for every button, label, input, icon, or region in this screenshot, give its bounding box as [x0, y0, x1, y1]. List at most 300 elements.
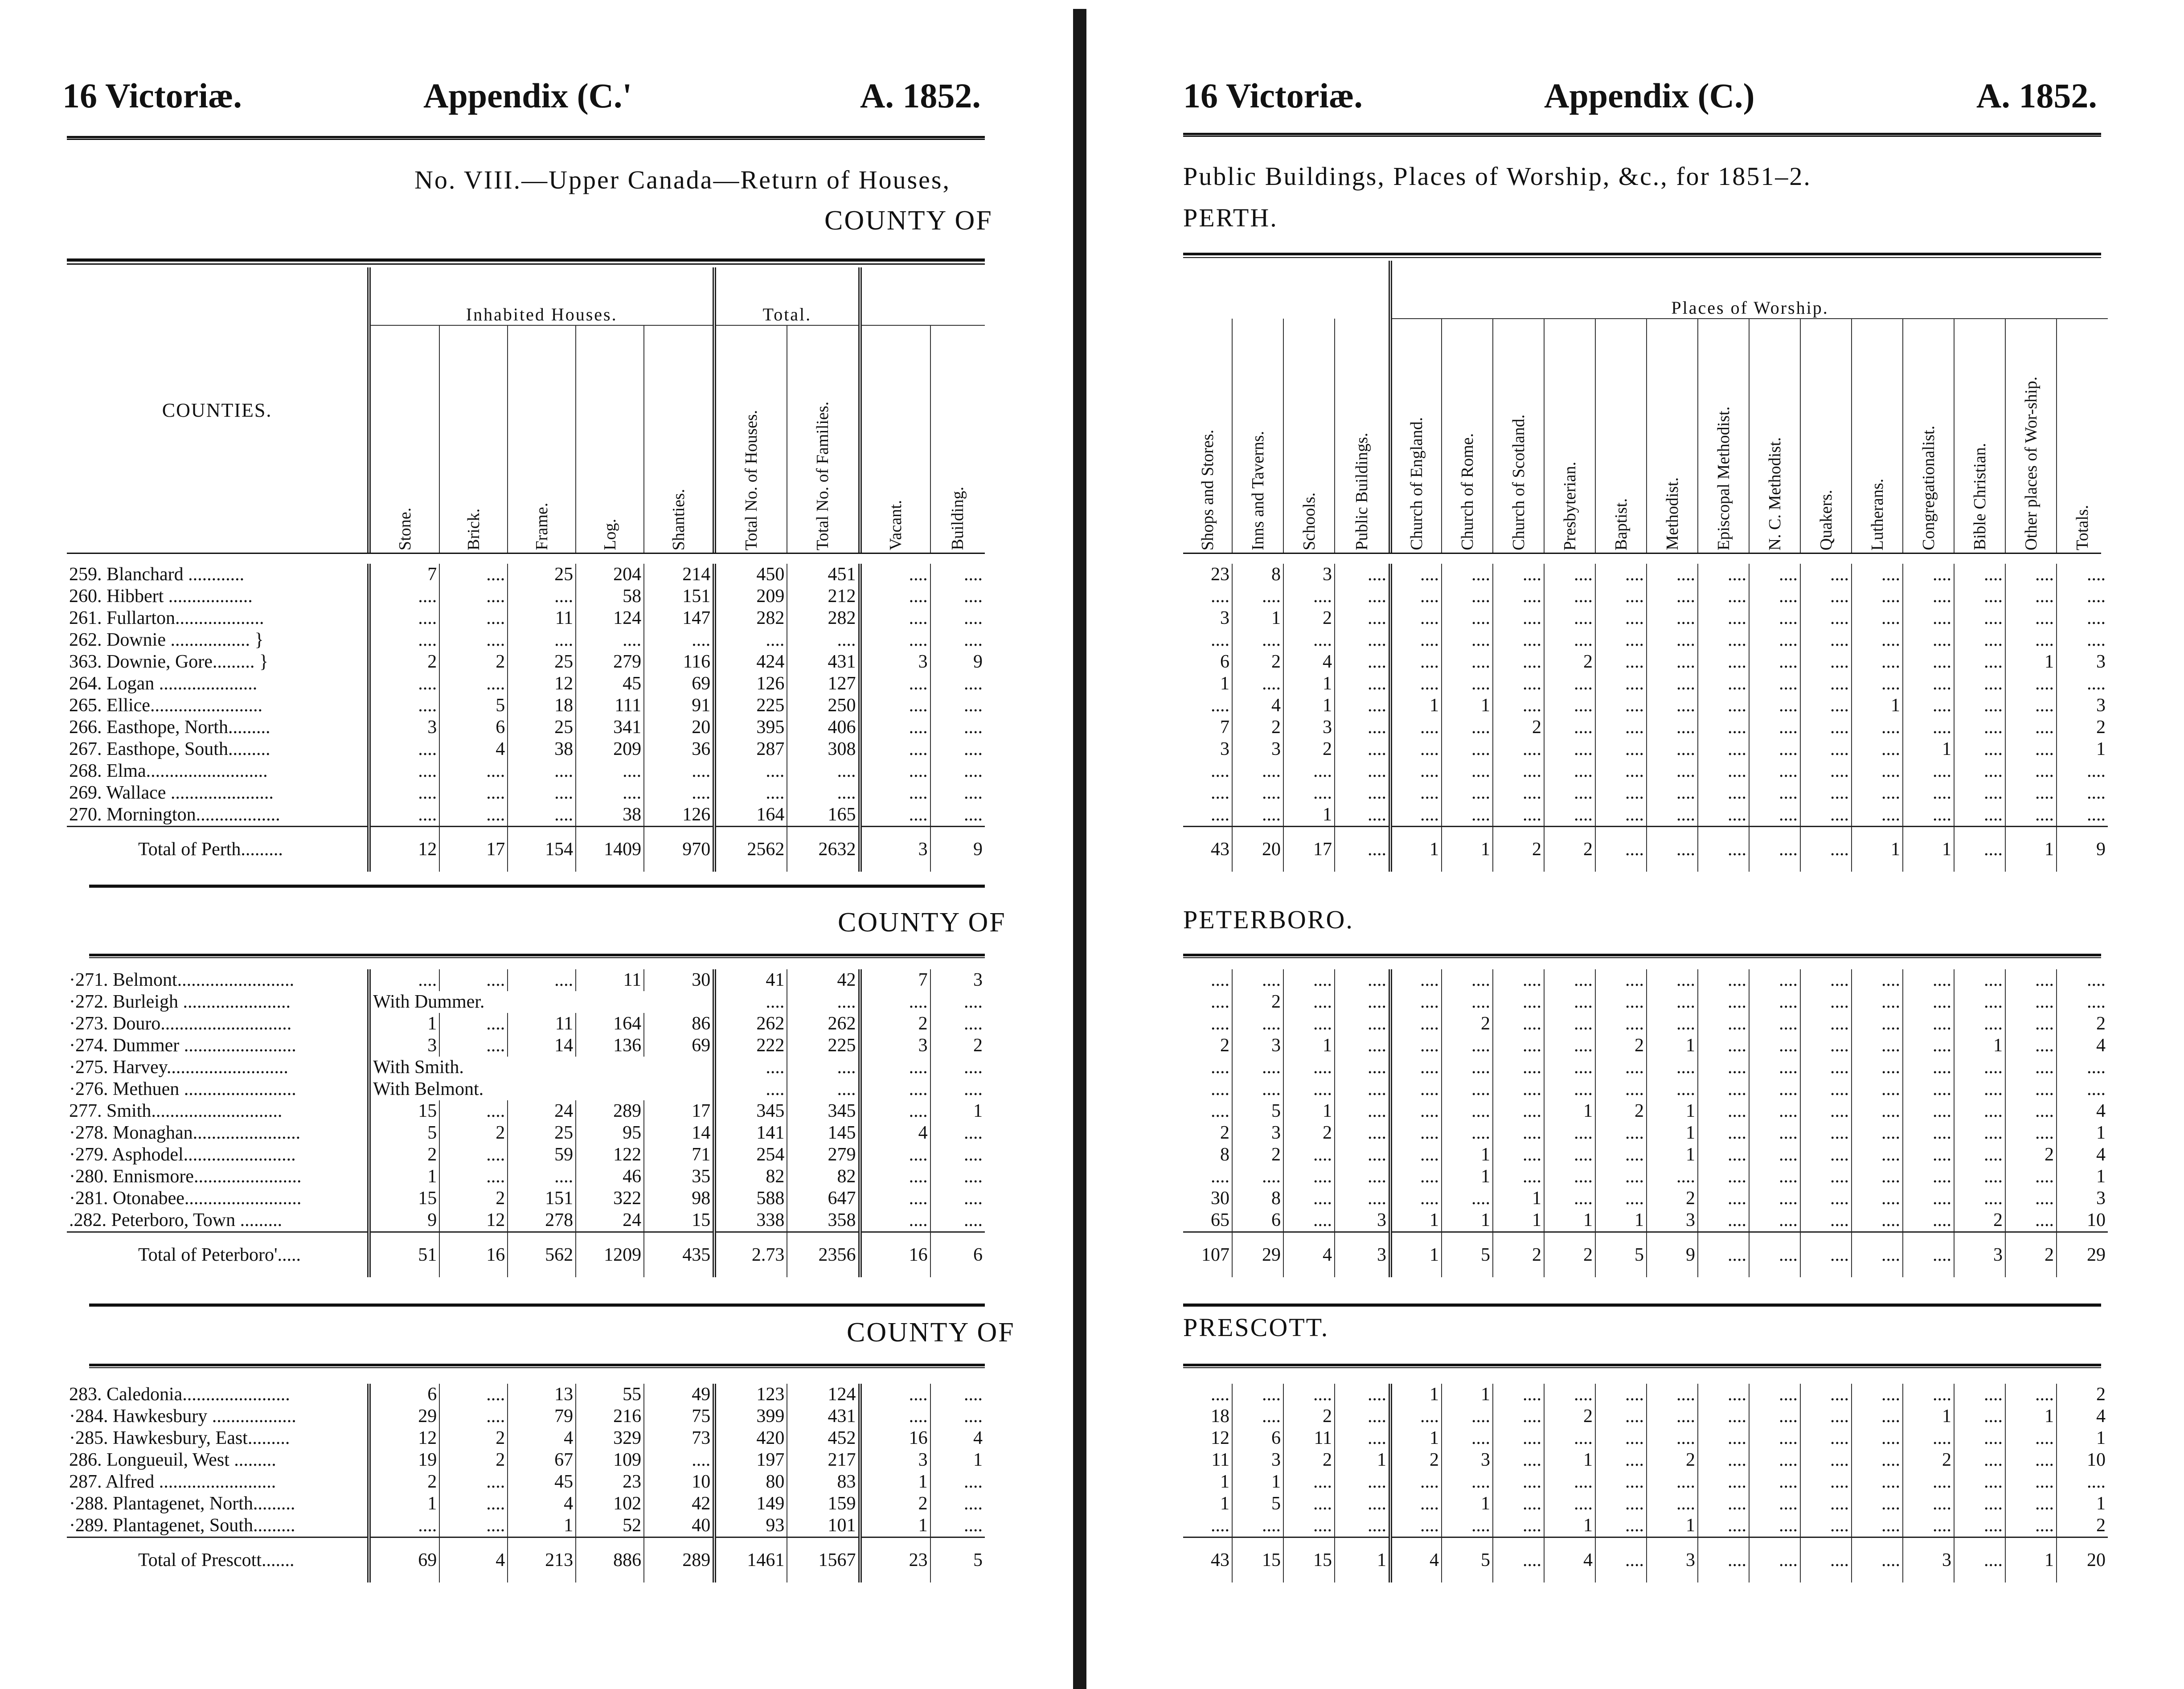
- cell: ....: [1749, 1122, 1800, 1144]
- cell: ....: [1852, 804, 1903, 827]
- cell: ....: [1698, 1057, 1749, 1078]
- col-header: Presbyterian.: [1544, 319, 1595, 553]
- row-label: ·289. Plantagenet, South.........: [69, 1515, 295, 1536]
- cell: ....: [2005, 991, 2057, 1013]
- cell: 122: [576, 1144, 644, 1166]
- cell: 287: [714, 738, 787, 760]
- cell: ....: [860, 586, 930, 607]
- cell: ....: [1954, 695, 2005, 717]
- cell: ....: [644, 629, 714, 651]
- cell: 1: [1544, 1449, 1595, 1471]
- right-table-top-rule: [1183, 253, 2101, 258]
- cell: ....: [860, 991, 930, 1013]
- cell: ....: [1232, 782, 1283, 804]
- cell: 1: [1390, 827, 1442, 872]
- col-stone: Stone.: [369, 325, 439, 553]
- cell: ....: [1852, 1515, 1903, 1537]
- cell: ....: [1283, 1078, 1335, 1100]
- cell: ....: [1595, 1384, 1647, 1406]
- cell: ....: [930, 1144, 985, 1166]
- cell: ....: [1493, 1057, 1544, 1078]
- cell: 2: [1544, 1406, 1595, 1427]
- cell: ....: [2005, 1035, 2057, 1057]
- vacant-building-group: [860, 267, 985, 325]
- cell: ....: [1698, 1384, 1749, 1406]
- cell: 11: [1283, 1427, 1335, 1449]
- cell: ....: [1390, 1100, 1442, 1122]
- cell: ....: [1232, 804, 1283, 827]
- cell: ....: [714, 782, 787, 804]
- cell: ....: [1493, 1100, 1544, 1122]
- cell: ....: [439, 1515, 508, 1537]
- table-row: [67, 804, 985, 827]
- peterboro-houses-table: [67, 969, 985, 1277]
- table-row: [1183, 1122, 2108, 1144]
- right-section-rule-4: [1183, 1364, 2101, 1368]
- cell: ....: [439, 760, 508, 782]
- cell: ....: [1954, 1449, 2005, 1471]
- cell: ....: [1595, 695, 1647, 717]
- cell: 43: [1183, 827, 1232, 872]
- row-label: ·288. Plantagenet, North.........: [69, 1493, 295, 1514]
- cell: 2: [369, 651, 439, 673]
- cell: ....: [369, 760, 439, 782]
- cell: ....: [1232, 1057, 1283, 1078]
- cell: ....: [1852, 1144, 1903, 1166]
- cell: ....: [930, 1188, 985, 1209]
- table-row: [67, 969, 985, 991]
- cell: 1: [1335, 1537, 1390, 1583]
- cell: ....: [1698, 717, 1749, 738]
- left-column-header: [67, 267, 985, 553]
- cell: ....: [1647, 969, 1698, 991]
- cell: 1: [860, 1471, 930, 1493]
- left-subtitle: No. VIII.—Upper Canada—Return of Houses,: [414, 165, 951, 194]
- cell: 254: [714, 1144, 787, 1166]
- cell: 886: [576, 1537, 644, 1583]
- cell: ....: [1647, 1384, 1698, 1406]
- cell: ....: [508, 1166, 576, 1188]
- cell: 2: [1544, 651, 1595, 673]
- cell: 10: [2057, 1449, 2108, 1471]
- col-header: Baptist.: [1595, 319, 1647, 553]
- cell: ....: [1698, 651, 1749, 673]
- cell: ....: [1335, 1013, 1390, 1035]
- col-header: Church of Rome.: [1442, 319, 1493, 553]
- cell: ....: [1442, 651, 1493, 673]
- cell: ....: [1749, 1166, 1800, 1188]
- cell: ....: [1749, 782, 1800, 804]
- cell: ....: [1698, 1035, 1749, 1057]
- cell: ....: [1903, 629, 1954, 651]
- cell: 91: [644, 695, 714, 717]
- cell: ....: [860, 1057, 930, 1078]
- cell: 16: [860, 1232, 930, 1278]
- cell: 116: [644, 651, 714, 673]
- cell: 19: [369, 1449, 439, 1471]
- cell: ....: [1749, 991, 1800, 1013]
- cell: ....: [1442, 586, 1493, 607]
- cell: ....: [1954, 1166, 2005, 1188]
- cell: 322: [576, 1188, 644, 1209]
- cell: ....: [1903, 607, 1954, 629]
- cell: ....: [1390, 760, 1442, 782]
- cell: ....: [714, 1078, 787, 1100]
- cell: ....: [1698, 804, 1749, 827]
- cell: ....: [1335, 1057, 1390, 1078]
- cell: 2: [2005, 1232, 2057, 1278]
- cell: ....: [714, 760, 787, 782]
- cell: ....: [508, 629, 576, 651]
- col-header: Lutherans.: [1852, 319, 1903, 553]
- cell: 2: [1283, 738, 1335, 760]
- cell: 452: [787, 1427, 860, 1449]
- cell: 3: [860, 1035, 930, 1057]
- cell: ....: [2005, 1122, 2057, 1144]
- cell: 3: [1232, 1449, 1283, 1471]
- cell: ....: [1544, 991, 1595, 1013]
- cell: 1: [1390, 1427, 1442, 1449]
- cell: 250: [787, 695, 860, 717]
- cell: ....: [860, 1406, 930, 1427]
- cell: 1: [1954, 1035, 2005, 1057]
- cell: ....: [1211, 761, 1229, 781]
- cell: ....: [1442, 1427, 1493, 1449]
- cell: ....: [1493, 695, 1544, 717]
- cell: 8: [1232, 564, 1283, 586]
- row-label: ·274. Dummer ........................: [69, 1035, 296, 1056]
- cell: ....: [1544, 607, 1595, 629]
- cell: ....: [1493, 1493, 1544, 1515]
- cell: ....: [1544, 1427, 1595, 1449]
- cell: ....: [860, 1209, 930, 1232]
- cell: ....: [1442, 969, 1493, 991]
- cell: ....: [1852, 738, 1903, 760]
- cell: ....: [1232, 1013, 1283, 1035]
- cell: 2: [1283, 1122, 1335, 1144]
- cell: ....: [1211, 1166, 1229, 1187]
- cell: 45: [508, 1471, 576, 1493]
- cell: ....: [2005, 1427, 2057, 1449]
- cell: 36: [644, 738, 714, 760]
- total-row: [67, 1537, 985, 1583]
- cell: 51: [369, 1232, 439, 1278]
- cell: 69: [369, 1537, 439, 1583]
- cell: ....: [1800, 1100, 1852, 1122]
- section-perth: PERTH.: [1183, 203, 1278, 232]
- cell: 2: [930, 1035, 985, 1057]
- cell: ....: [1493, 1166, 1544, 1188]
- cell: 6: [1232, 1209, 1283, 1232]
- cell: 5: [439, 695, 508, 717]
- cell: 1: [2057, 738, 2108, 760]
- cell: ....: [1442, 564, 1493, 586]
- cell: ....: [787, 782, 860, 804]
- cell: 451: [787, 564, 860, 586]
- cell: 420: [714, 1427, 787, 1449]
- cell: ....: [2057, 1057, 2108, 1078]
- cell: ....: [508, 586, 576, 607]
- cell: ....: [1698, 760, 1749, 782]
- cell: ....: [2057, 782, 2108, 804]
- cell: 82: [787, 1166, 860, 1188]
- cell: ....: [2005, 1449, 2057, 1471]
- cell: ....: [1698, 738, 1749, 760]
- cell: ....: [1852, 564, 1903, 586]
- cell: ....: [1903, 1209, 1954, 1232]
- cell: ....: [1903, 1144, 1954, 1166]
- cell: ....: [1647, 827, 1698, 872]
- cell: 1: [1442, 1144, 1493, 1166]
- cell: ....: [1493, 651, 1544, 673]
- cell: ....: [1335, 760, 1390, 782]
- cell: ....: [1211, 1013, 1229, 1034]
- cell: 1: [1852, 695, 1903, 717]
- cell: ....: [1954, 991, 2005, 1013]
- cell: ....: [369, 782, 439, 804]
- cell: With Dummer.: [369, 991, 714, 1013]
- cell: ....: [1852, 1427, 1903, 1449]
- cell: 102: [576, 1493, 644, 1515]
- cell: 1: [1544, 1515, 1595, 1537]
- cell: ....: [1544, 1493, 1595, 1515]
- row-label: 286. Longueuil, West .........: [69, 1450, 276, 1470]
- cell: 4: [1283, 651, 1335, 673]
- cell: ....: [1852, 1035, 1903, 1057]
- col-brick: Brick.: [439, 325, 508, 553]
- cell: ....: [1749, 969, 1800, 991]
- cell: ....: [1595, 760, 1647, 782]
- cell: ....: [1800, 760, 1852, 782]
- cell: 1: [1283, 673, 1335, 695]
- cell: ....: [1493, 1013, 1544, 1035]
- cell: 1: [2005, 827, 2057, 872]
- cell: ....: [2005, 782, 2057, 804]
- cell: ....: [930, 1078, 985, 1100]
- cell: 1: [1220, 673, 1229, 694]
- table-row: [1183, 695, 2108, 717]
- cell: ....: [1232, 1078, 1283, 1100]
- cell: ....: [1749, 1406, 1800, 1427]
- cell: ....: [1283, 1471, 1335, 1493]
- cell: ....: [1390, 629, 1442, 651]
- cell: ....: [2005, 1100, 2057, 1122]
- county-label-perth: COUNTY OF: [824, 205, 993, 236]
- cell: ....: [1595, 1493, 1647, 1515]
- cell: ....: [1335, 1384, 1390, 1406]
- total-row: [1183, 1232, 2108, 1278]
- table-row: [67, 738, 985, 760]
- cell: 69: [644, 1035, 714, 1057]
- right-section-rule-2: [1183, 954, 2101, 958]
- cell: 25: [508, 564, 576, 586]
- cell: ....: [1903, 1122, 1954, 1144]
- cell: ....: [1800, 695, 1852, 717]
- cell: ....: [1595, 1013, 1647, 1035]
- cell: 6: [1232, 1427, 1283, 1449]
- cell: ....: [1442, 1078, 1493, 1100]
- cell: 2: [2057, 717, 2108, 738]
- cell: 42: [644, 1493, 714, 1515]
- right-header-center: Appendix (C.): [1544, 76, 1755, 115]
- table-row: [1183, 1449, 2108, 1471]
- cell: 1: [2005, 1537, 2057, 1583]
- cell: 1: [1390, 1232, 1442, 1278]
- prescott-houses-table: [67, 1384, 985, 1582]
- cell: ....: [1493, 1471, 1544, 1493]
- cell: 3: [860, 827, 930, 872]
- cell: 6: [439, 717, 508, 738]
- cell: ....: [1335, 782, 1390, 804]
- cell: 1: [1852, 827, 1903, 872]
- cell: 43: [1183, 1537, 1232, 1583]
- cell: ....: [1647, 1406, 1698, 1427]
- cell: 1: [1493, 1188, 1544, 1209]
- cell: 14: [508, 1035, 576, 1057]
- cell: 8: [1220, 1144, 1229, 1165]
- right-header-left: 16 Victoriæ.: [1183, 76, 1363, 115]
- cell: ....: [1698, 782, 1749, 804]
- total-group: Total.: [714, 267, 860, 325]
- cell: ....: [1544, 1471, 1595, 1493]
- cell: ....: [1390, 1122, 1442, 1144]
- row-label: 265. Ellice........................: [69, 695, 262, 716]
- cell: 41: [714, 969, 787, 991]
- cell: ....: [1852, 1122, 1903, 1144]
- cell: ....: [1595, 673, 1647, 695]
- cell: 3: [1647, 1209, 1698, 1232]
- cell: ....: [2005, 1078, 2057, 1100]
- cell: 1: [1647, 1035, 1698, 1057]
- cell: 1: [1442, 1493, 1493, 1515]
- cell: ....: [1211, 804, 1229, 825]
- cell: ....: [1698, 1188, 1749, 1209]
- col-header: Shops and Stores.: [1198, 429, 1217, 550]
- cell: 3: [369, 1035, 439, 1057]
- cell: 93: [714, 1515, 787, 1537]
- cell: ....: [1595, 969, 1647, 991]
- cell: ....: [1390, 1144, 1442, 1166]
- table-row: [1183, 1144, 2108, 1166]
- cell: ....: [930, 629, 985, 651]
- cell: 30: [644, 969, 714, 991]
- cell: ....: [860, 1078, 930, 1100]
- cell: ....: [1283, 991, 1335, 1013]
- cell: ....: [1442, 629, 1493, 651]
- cell: ....: [1595, 738, 1647, 760]
- cell: 25: [508, 717, 576, 738]
- cell: 3: [1335, 1232, 1390, 1278]
- cell: 16: [439, 1232, 508, 1278]
- cell: 25: [508, 651, 576, 673]
- cell: ....: [1335, 586, 1390, 607]
- cell: ....: [1647, 1493, 1698, 1515]
- cell: ....: [1595, 1057, 1647, 1078]
- cell: 1: [1903, 827, 1954, 872]
- cell: ....: [1283, 1144, 1335, 1166]
- cell: ....: [2005, 760, 2057, 782]
- cell: ....: [1493, 673, 1544, 695]
- cell: ....: [644, 760, 714, 782]
- cell: ....: [1595, 1122, 1647, 1144]
- cell: 279: [787, 1144, 860, 1166]
- cell: ....: [2057, 607, 2108, 629]
- cell: 2: [1493, 1232, 1544, 1278]
- cell: 11: [1211, 1450, 1229, 1470]
- cell: 40: [644, 1515, 714, 1537]
- cell: ....: [439, 1100, 508, 1122]
- cell: 345: [714, 1100, 787, 1122]
- cell: ....: [1698, 1449, 1749, 1471]
- cell: ....: [576, 782, 644, 804]
- cell: 165: [787, 804, 860, 827]
- cell: 3: [860, 1449, 930, 1471]
- cell: ....: [2005, 717, 2057, 738]
- cell: ....: [1211, 992, 1229, 1012]
- col-header: Schools.: [1283, 319, 1335, 553]
- row-label: 283. Caledonia.......................: [69, 1384, 290, 1405]
- table-row: [67, 1384, 985, 1406]
- cell: ....: [1544, 1013, 1595, 1035]
- table-row: [1183, 629, 2108, 651]
- cell: ....: [1211, 970, 1229, 990]
- row-label: 261. Fullarton...................: [69, 608, 264, 628]
- right-header-bottom-rule: [1183, 553, 2101, 554]
- cell: ....: [930, 695, 985, 717]
- cell: ....: [369, 607, 439, 629]
- cell: ....: [1390, 564, 1442, 586]
- cell: ....: [930, 1166, 985, 1188]
- cell: 3: [1335, 1209, 1390, 1232]
- cell: ....: [860, 804, 930, 827]
- cell: ....: [1595, 1144, 1647, 1166]
- cell: ....: [1852, 1209, 1903, 1232]
- cell: ....: [1647, 651, 1698, 673]
- cell: 1: [1647, 1144, 1698, 1166]
- cell: ....: [1698, 564, 1749, 586]
- cell: 4: [1544, 1537, 1595, 1583]
- cell: ....: [1493, 629, 1544, 651]
- cell: 4: [439, 1537, 508, 1583]
- cell: ....: [1852, 1232, 1903, 1278]
- cell: 1567: [787, 1537, 860, 1583]
- cell: ....: [1749, 1035, 1800, 1057]
- cell: 69: [644, 673, 714, 695]
- cell: ....: [1390, 1078, 1442, 1100]
- cell: ....: [508, 969, 576, 991]
- cell: 3: [2057, 695, 2108, 717]
- cell: ....: [930, 607, 985, 629]
- cell: ....: [1544, 1078, 1595, 1100]
- cell: 2: [860, 1013, 930, 1035]
- cell: 5: [1595, 1232, 1647, 1278]
- cell: 2632: [787, 827, 860, 872]
- row-label: 264. Logan .....................: [69, 673, 258, 694]
- cell: ....: [1335, 1493, 1390, 1515]
- cell: ....: [439, 629, 508, 651]
- cell: ....: [1749, 1013, 1800, 1035]
- perth-worship-table: [1183, 564, 2108, 872]
- cell: ....: [1544, 1057, 1595, 1078]
- cell: 80: [714, 1471, 787, 1493]
- table-row: [67, 651, 985, 673]
- cell: ....: [1800, 1013, 1852, 1035]
- cell: ....: [1493, 1515, 1544, 1537]
- cell: ....: [1335, 1427, 1390, 1449]
- col-header: Other places of Wor-ship.: [2005, 319, 2057, 553]
- cell: ....: [1954, 673, 2005, 695]
- cell: ....: [1698, 1232, 1749, 1278]
